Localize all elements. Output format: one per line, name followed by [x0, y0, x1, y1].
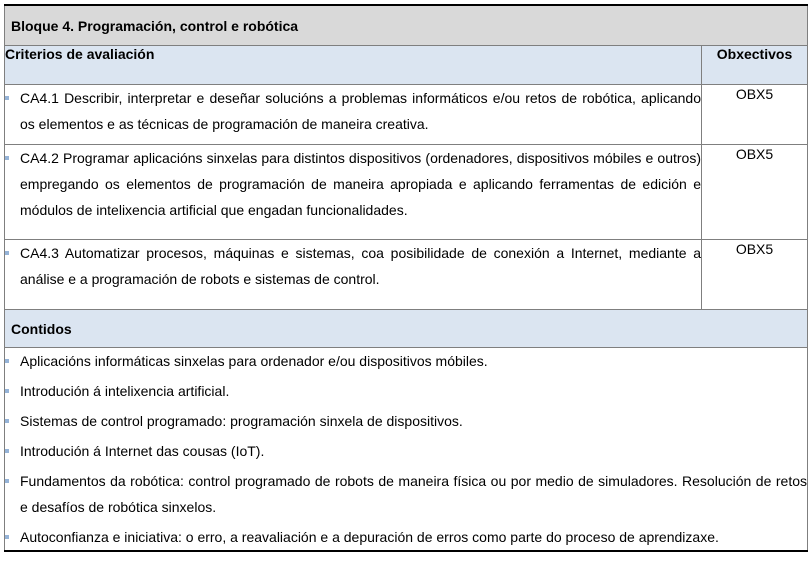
square-bullet-icon	[5, 156, 9, 160]
list-item	[5, 378, 807, 404]
block-title-row	[5, 5, 808, 46]
objective-cell: OBX5	[702, 240, 808, 310]
contents-header-row	[5, 310, 808, 348]
contents-list	[5, 348, 808, 552]
content-text: Autoconfianza e iniciativa: o erro, a reavaliación e a depuración de erros como parte do proceso de aprendizaxe.	[20, 529, 719, 545]
content-text: Sistemas de control programado: programación sinxela de dispositivos.	[20, 413, 463, 429]
criterion-text: CA4.2 Programar aplicacións sinxelas para distintos dispositivos (ordenadores, dispositivos móbiles e outros) empregando os elementos de programación de maneira apropiada e aplicando ferramentas de edición e módulos de intelixencia artificial que engadan funcionalidades.	[20, 150, 701, 218]
square-bullet-icon	[5, 96, 9, 100]
criterion-row	[5, 240, 808, 310]
content-text: Fundamentos da robótica: control programado de robots de maneira física ou por medio de simuladores. Resolución de retos e desafíos de robótica sinxelos.	[20, 473, 807, 515]
contents-row	[5, 348, 808, 552]
criterion-row	[5, 85, 808, 145]
curriculum-table	[4, 4, 808, 552]
criterion-text: CA4.3 Automatizar procesos, máquinas e sistemas, coa posibilidade de conexión a Internet, mediante a análise e a programación de robots e sistemas de control.	[20, 245, 701, 287]
square-bullet-icon	[5, 449, 9, 453]
objective-cell: OBX5	[702, 85, 808, 145]
list-item	[5, 408, 807, 434]
contents-header: Contidos	[5, 310, 808, 348]
criterion-row	[5, 145, 808, 240]
list-item	[5, 524, 807, 550]
content-text: Aplicacións informáticas sinxelas para ordenador e/ou dispositivos móbiles.	[20, 353, 488, 369]
criteria-header: Criterios de avaliación	[5, 46, 702, 85]
list-item	[5, 438, 807, 464]
criteria-header-row	[5, 46, 808, 85]
square-bullet-icon	[5, 479, 9, 483]
content-text: Introdución á Internet das cousas (IoT).	[20, 443, 265, 459]
block-title: Bloque 4. Programación, control e robótica	[5, 5, 808, 46]
content-text: Introdución á intelixencia artificial.	[20, 383, 230, 399]
square-bullet-icon	[5, 389, 9, 393]
criterion-cell	[5, 85, 702, 145]
criterion-cell	[5, 240, 702, 310]
criterion-cell	[5, 145, 702, 240]
objectives-header: Obxectivos	[702, 46, 808, 85]
criterion-text: CA4.1 Describir, interpretar e deseñar solucións a problemas informáticos e/ou retos de robótica, aplicando os elementos e as técnicas de programación de maneira creativa.	[20, 90, 701, 132]
square-bullet-icon	[5, 419, 9, 423]
square-bullet-icon	[5, 535, 9, 539]
square-bullet-icon	[5, 251, 9, 255]
list-item	[5, 348, 807, 374]
square-bullet-icon	[5, 359, 9, 363]
list-item	[5, 468, 807, 520]
objective-cell: OBX5	[702, 145, 808, 240]
